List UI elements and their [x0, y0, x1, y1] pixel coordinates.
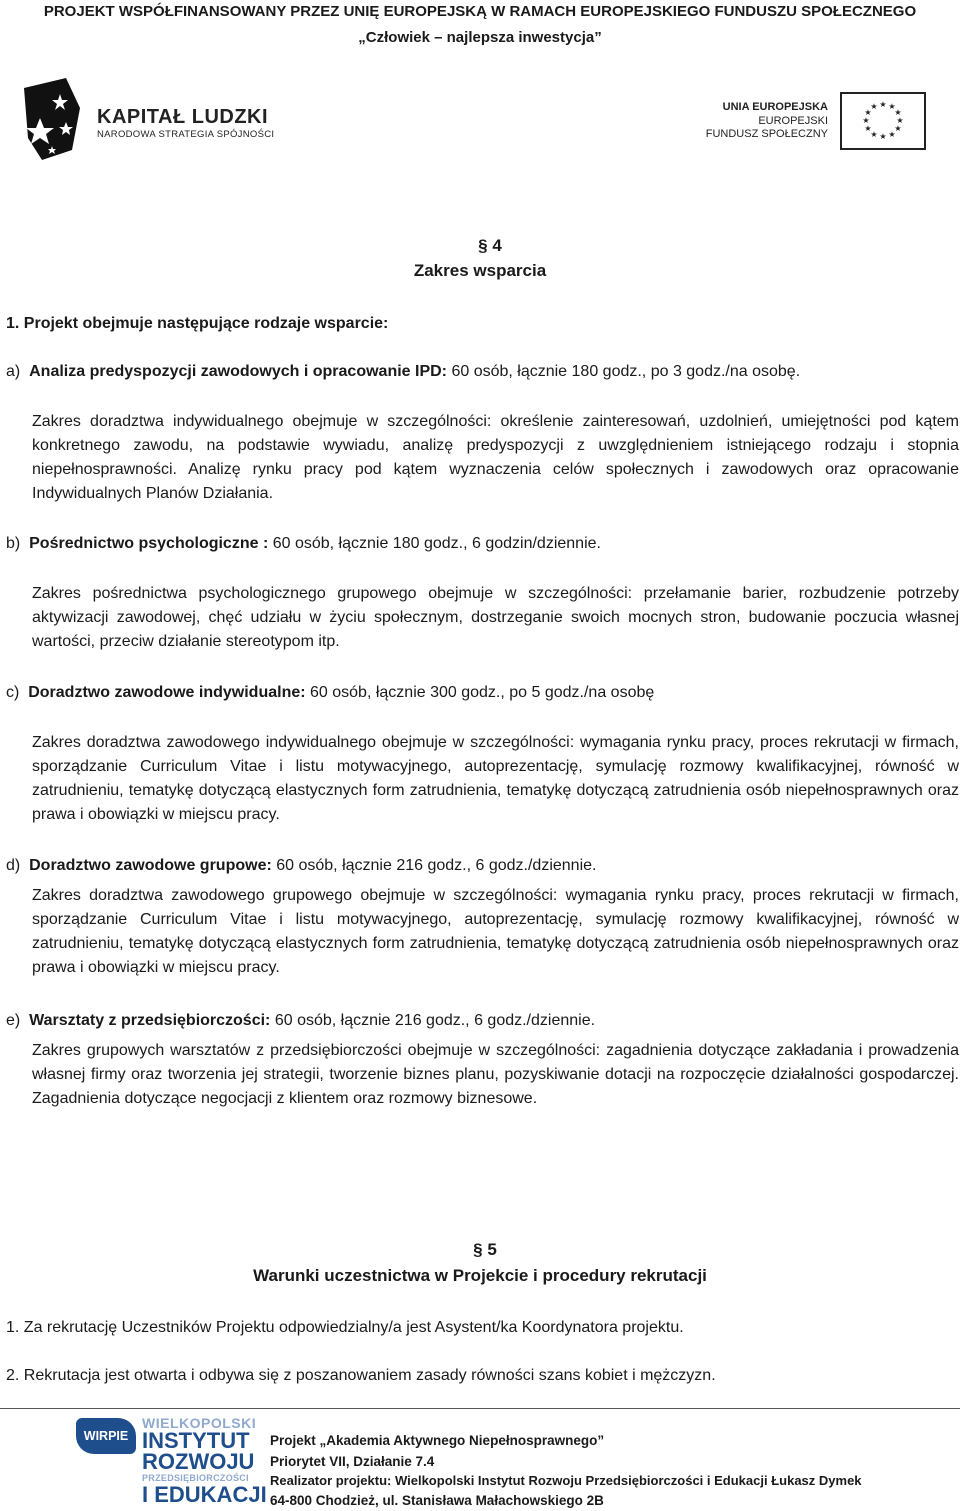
- svg-text:★: ★: [879, 100, 887, 109]
- section-5-point-2: 2. Rekrutacja jest otwarta i odbywa się z poszanowaniem zasady równości szans kobiet i mężczyzn.: [6, 1367, 716, 1384]
- item-b: [6, 532, 956, 556]
- footer-logo-line-2: INSTYTUT: [142, 1428, 250, 1453]
- svg-text:★: ★: [879, 132, 887, 141]
- section-5-point-1: 1. Za rekrutację Uczestników Projektu odpowiedzialny/a jest Asystent/ka Koordynatora projektu.: [6, 1319, 684, 1336]
- item-c-marker: c): [6, 684, 20, 701]
- svg-text:★: ★: [864, 108, 872, 117]
- item-b-details: 60 osób, łącznie 180 godz., 6 godzin/dziennie.: [268, 535, 601, 552]
- section-5-title: Warunki uczestnictwa w Projekcie i procedury rekrutacji: [253, 1266, 707, 1285]
- footer-divider: [0, 1408, 960, 1409]
- item-e-description: Zakres grupowych warsztatów z przedsiębiorczości obejmuje w szczególności: zagadnienia dotyczące zakładania i prowadzenia własnej firmy oraz tworzenia jej strategii, tworzenie biznes planu, pozyskiwanie dotacji na rozpoczęcie działalności gospodarczej. Zagadnienia dotyczące negocjacji z klientem oraz rozmowy biznesowe.: [32, 1042, 959, 1107]
- item-a-description: Zakres doradztwa indywidualnego obejmuje w szczególności: określenie zainteresowań, uzdolnień, umiejętności pod kątem konkretnego zawodu, na podstawie wywiadu, analizę predyspozycji z uwzględnieniem istniejącego rodzaju i stopnia niepełnosprawności. Analizę rynku pracy pod kątem wyznaczenia celów społecznych i zawodowych oraz opracowanie Indywidualnych Planów Działania.: [32, 413, 959, 502]
- footer-logo-line-1: WIELKOPOLSKI: [142, 1415, 257, 1431]
- item-a-marker: a): [6, 363, 21, 380]
- footer-logo-line-5: I EDUKACJI: [142, 1482, 267, 1507]
- item-e: [6, 1009, 956, 1033]
- item-a-name: Analiza predyspozycji zawodowych i opracowanie IPD:: [29, 363, 447, 380]
- item-b-description: Zakres pośrednictwa psychologicznego grupowego obejmuje w szczególności: przełamanie barier, rozbudzenie potrzeby aktywizacji zawodowej, chęć udziału w życiu społecznym, dostrzeganie swoich mocnych stron, budowanie poczucia własnej wartości, przeciw działanie stereotypom itp.: [32, 585, 959, 650]
- eu-flag-icon: [840, 92, 926, 150]
- item-a-details: 60 osób, łącznie 180 godz., po 3 godz./na osobę.: [447, 363, 801, 380]
- item-c-name: Doradztwo zawodowe indywidualne:: [28, 684, 306, 701]
- item-c-description: Zakres doradztwa zawodowego indywidualnego obejmuje w szczególności: wymagania rynku pracy, proces rekrutacji w firmach, sporządzanie Curriculum Vitae i listu motywacyjnego, autoprezentację, symulację rozmowy kwalifikacyjnej, równość w zatrudnieniu, tematykę dotyczącą elastycznych form zatrudnienia, tematykę dotyczącą zatrudnienia osób niepełnosprawnych oraz prawa i obowiązki w miejscu pracy.: [32, 734, 959, 823]
- eu-logo-line-1: UNIA EUROPEJSKA: [722, 101, 828, 113]
- footer-address: 64-800 Chodzież, ul. Stanisława Małachowskiego 2B: [270, 1493, 604, 1508]
- header-line-2: „Człowiek – najlepsza inwestycja”: [358, 29, 602, 46]
- svg-text:★: ★: [888, 130, 896, 139]
- wirpie-badge-text: WIRPIE: [83, 1429, 129, 1443]
- svg-text:★: ★: [888, 102, 896, 111]
- item-a: [6, 360, 956, 384]
- section-4-title: Zakres wsparcia: [413, 261, 547, 280]
- kapital-ludzki-title: KAPITAŁ LUDZKI: [97, 106, 269, 128]
- item-e-marker: e): [6, 1012, 21, 1029]
- section-4-point-1: 1. Projekt obejmuje następujące rodzaje wsparcie:: [6, 315, 389, 332]
- footer-logo-line-3: ROZWOJU: [142, 1449, 255, 1474]
- eu-logo-line-2: EUROPEJSKI: [758, 115, 828, 127]
- item-d: [6, 854, 956, 878]
- kapital-ludzki-emblem-icon: [22, 78, 84, 160]
- footer-priority: Priorytet VII, Działanie 7.4: [270, 1454, 435, 1469]
- item-c-details: 60 osób, łącznie 300 godz., po 5 godz./na osobę: [305, 684, 655, 701]
- header-line-1: PROJEKT WSPÓŁFINANSOWANY PRZEZ UNIĘ EUROPEJSKĄ W RAMACH EUROPEJSKIEGO FUNDUSZU SPOŁECZNEGO: [43, 3, 917, 20]
- section-4-symbol: § 4: [478, 236, 502, 255]
- item-d-name: Doradztwo zawodowe grupowe:: [29, 857, 272, 874]
- item-b-marker: b): [6, 535, 21, 552]
- wirpie-badge-icon: [76, 1418, 136, 1454]
- footer-logo-line-4: PRZEDSIĘBIORCZOŚCI: [142, 1473, 249, 1483]
- svg-text:★: ★: [870, 102, 878, 111]
- svg-text:★: ★: [894, 124, 902, 133]
- svg-text:★: ★: [870, 130, 878, 139]
- item-c: [6, 681, 956, 705]
- item-e-details: 60 osób, łącznie 216 godz., 6 godz./dziennie.: [270, 1012, 596, 1029]
- footer-project-name: Projekt „Akademia Aktywnego Niepełnosprawnego”: [270, 1433, 605, 1448]
- item-d-details: 60 osób, łącznie 216 godz., 6 godz./dziennie.: [271, 857, 597, 874]
- svg-text:★: ★: [894, 108, 902, 117]
- item-b-name: Pośrednictwo psychologiczne :: [29, 535, 269, 552]
- item-d-description: Zakres doradztwa zawodowego grupowego obejmuje w szczególności: wymagania rynku pracy, proces rekrutacji w firmach, sporządzanie Curriculum Vitae i listu motywacyjnego, autoprezentację, symulację rozmowy kwalifikacyjnej, równość w zatrudnieniu, tematykę dotyczącą elastycznych form zatrudnienia, tematykę dotyczącą zatrudnienia osób niepełnosprawnych oraz prawa i obowiązki w miejscu pracy.: [32, 887, 959, 976]
- item-e-name: Warsztaty z przedsiębiorczości:: [29, 1012, 271, 1029]
- svg-text:★: ★: [862, 116, 870, 125]
- svg-text:★: ★: [896, 116, 904, 125]
- section-5-symbol: § 5: [473, 1240, 497, 1259]
- kapital-ludzki-subtitle: NARODOWA STRATEGIA SPÓJNOŚCI: [97, 129, 275, 140]
- item-d-marker: d): [6, 857, 21, 874]
- footer-realizator: Realizator projektu: Wielkopolski Instytut Rozwoju Przedsiębiorczości i Edukacji Łukasz Dymek: [270, 1473, 862, 1488]
- eu-logo-line-3: FUNDUSZ SPOŁECZNY: [705, 128, 828, 140]
- svg-text:★: ★: [864, 124, 872, 133]
